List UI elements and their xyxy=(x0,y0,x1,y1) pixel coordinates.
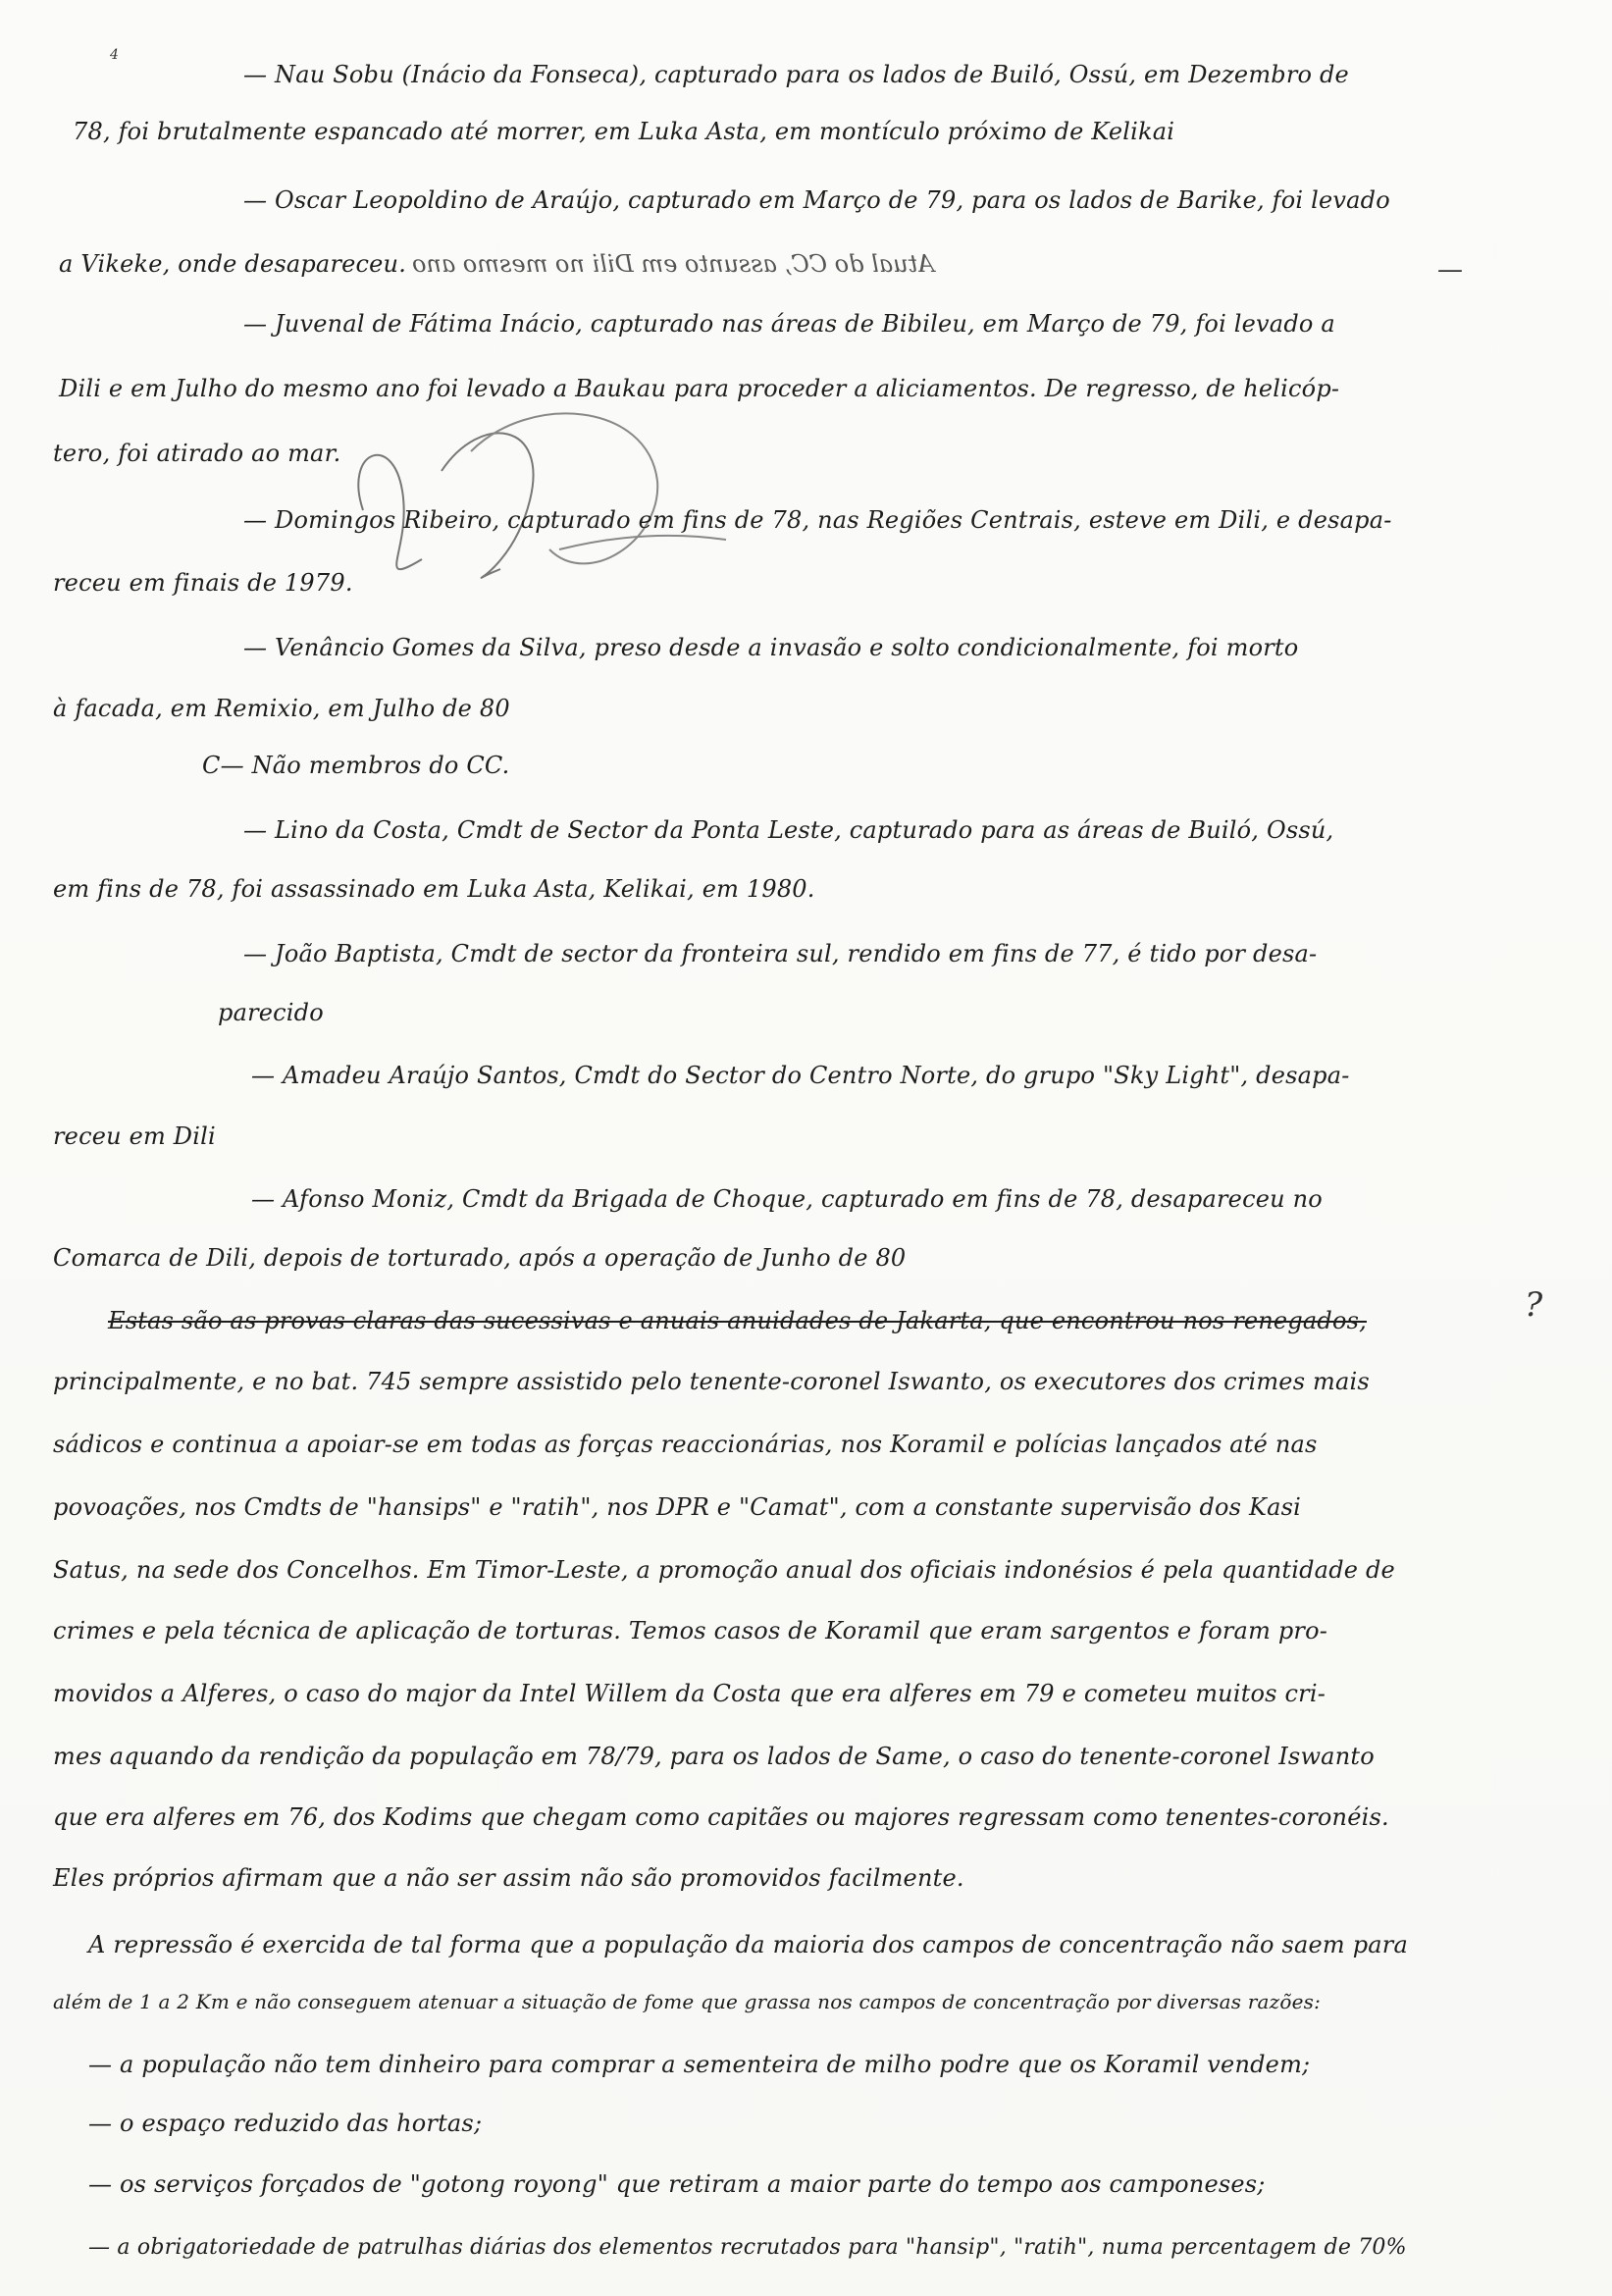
corner-mark: 4 xyxy=(110,47,119,63)
text-line: — Lino da Costa, Cmdt de Sector da Ponta Leste, capturado para as áreas de Builó, Ossú, xyxy=(243,816,1334,844)
paragraph-line: mes aquando da rendição da população em 78/79, para os lados de Same, o caso do tenente-coronel Iswanto xyxy=(53,1743,1375,1770)
paragraph-line: que era alferes em 76, dos Kodims que chegam como capitães ou majores regressam como tenentes-coronéis. xyxy=(53,1803,1389,1831)
text-line: em fins de 78, foi assassinado em Luka Asta, Kelikai, em 1980. xyxy=(53,875,815,903)
paragraph-line: crimes e pela técnica de aplicação de torturas. Temos casos de Koramil que eram sargentos e foram pro- xyxy=(53,1617,1328,1644)
paragraph-line: sádicos e continua a apoiar-se em todas as forças reaccionárias, nos Koramil e polícias lançados até nas xyxy=(53,1431,1318,1458)
list-item: — a população não tem dinheiro para comprar a sementeira de milho podre que os Koramil vendem; xyxy=(88,2051,1311,2078)
text-line: à facada, em Remixio, em Julho de 80 xyxy=(53,695,510,722)
list-item: — os serviços forçados de "gotong royong" que retiram a maior parte do tempo aos camponeses; xyxy=(88,2170,1266,2198)
text-line: a Vikeke, onde desapareceu. xyxy=(59,250,407,278)
paragraph-line: principalmente, e no bat. 745 sempre assistido pelo tenente-coronel Iswanto, os executores dos crimes mais xyxy=(53,1368,1370,1395)
text-line: — Nau Sobu (Inácio da Fonseca), capturado para os lados de Builó, Ossú, em Dezembro de xyxy=(243,61,1349,88)
text-line: — Domingos Ribeiro, capturado em fins de 78, nas Regiões Centrais, esteve em Dili, e desapa- xyxy=(243,506,1392,534)
text-line: 78, foi brutalmente espancado até morrer, em Luka Asta, em montículo próximo de Kelikai xyxy=(73,118,1175,145)
paragraph-line: A repressão é exercida de tal forma que a população da maioria dos campos de concentração não saem para xyxy=(88,1931,1408,1958)
section-heading: C— Não membros do CC. xyxy=(202,752,510,779)
text-line: — Juvenal de Fátima Inácio, capturado nas áreas de Bibileu, em Março de 79, foi levado a xyxy=(243,310,1335,338)
signature-scribble xyxy=(334,392,746,608)
text-line: receu em Dili xyxy=(53,1122,216,1150)
side-mark: — xyxy=(1437,255,1463,285)
paragraph-line: além de 1 a 2 Km e não conseguem atenuar a situação de fome que grassa nos campos de concentração por diversas razões: xyxy=(53,1990,1322,2013)
paragraph-line: movidos a Alferes, o caso do major da Intel Willem da Costa que era alferes em 79 e cometeu muitos cri- xyxy=(53,1680,1326,1707)
struck-paragraph-line: Estas são as provas claras das sucessivas e anuais anuidades de Jakarta, que encontrou nos renegados, xyxy=(108,1307,1367,1334)
bleed-through-text: Atual do CC, assunto em Dili no mesmo ano xyxy=(412,250,935,278)
text-line: — Oscar Leopoldino de Araújo, capturado em Março de 79, para os lados de Barike, foi levado xyxy=(243,186,1390,214)
question-mark: ? xyxy=(1525,1285,1543,1325)
list-item: — o espaço reduzido das hortas; xyxy=(88,2110,483,2137)
paragraph-line: Satus, na sede dos Concelhos. Em Timor-Leste, a promoção anual dos oficiais indonésios é pela quantidade de xyxy=(53,1556,1395,1584)
text-line: tero, foi atirado ao mar. xyxy=(53,440,341,467)
text-line: parecido xyxy=(218,999,324,1026)
text-line: Comarca de Dili, depois de torturado, após a operação de Junho de 80 xyxy=(53,1244,907,1272)
text-line: receu em finais de 1979. xyxy=(53,569,353,597)
text-line: — Afonso Moniz, Cmdt da Brigada de Choque, capturado em fins de 78, desapareceu no xyxy=(251,1185,1323,1213)
text-line: — Venâncio Gomes da Silva, preso desde a invasão e solto condicionalmente, foi morto xyxy=(243,634,1299,661)
text-line: — Amadeu Araújo Santos, Cmdt do Sector do Centro Norte, do grupo "Sky Light", desapa- xyxy=(251,1062,1350,1089)
text-line: Dili e em Julho do mesmo ano foi levado a Baukau para proceder a aliciamentos. De regresso, de helicóp- xyxy=(59,375,1340,402)
list-item: — a obrigatoriedade de patrulhas diárias dos elementos recrutados para "hansip", "ratih", numa percentagem de 70% xyxy=(88,2235,1407,2260)
paragraph-line: povoações, nos Cmdts de "hansips" e "ratih", nos DPR e "Camat", com a constante supervisão dos Kasi xyxy=(53,1493,1302,1521)
paragraph-line: Eles próprios afirmam que a não ser assim não são promovidos facilmente. xyxy=(53,1864,964,1892)
text-line: — João Baptista, Cmdt de sector da fronteira sul, rendido em fins de 77, é tido por desa- xyxy=(243,940,1318,967)
